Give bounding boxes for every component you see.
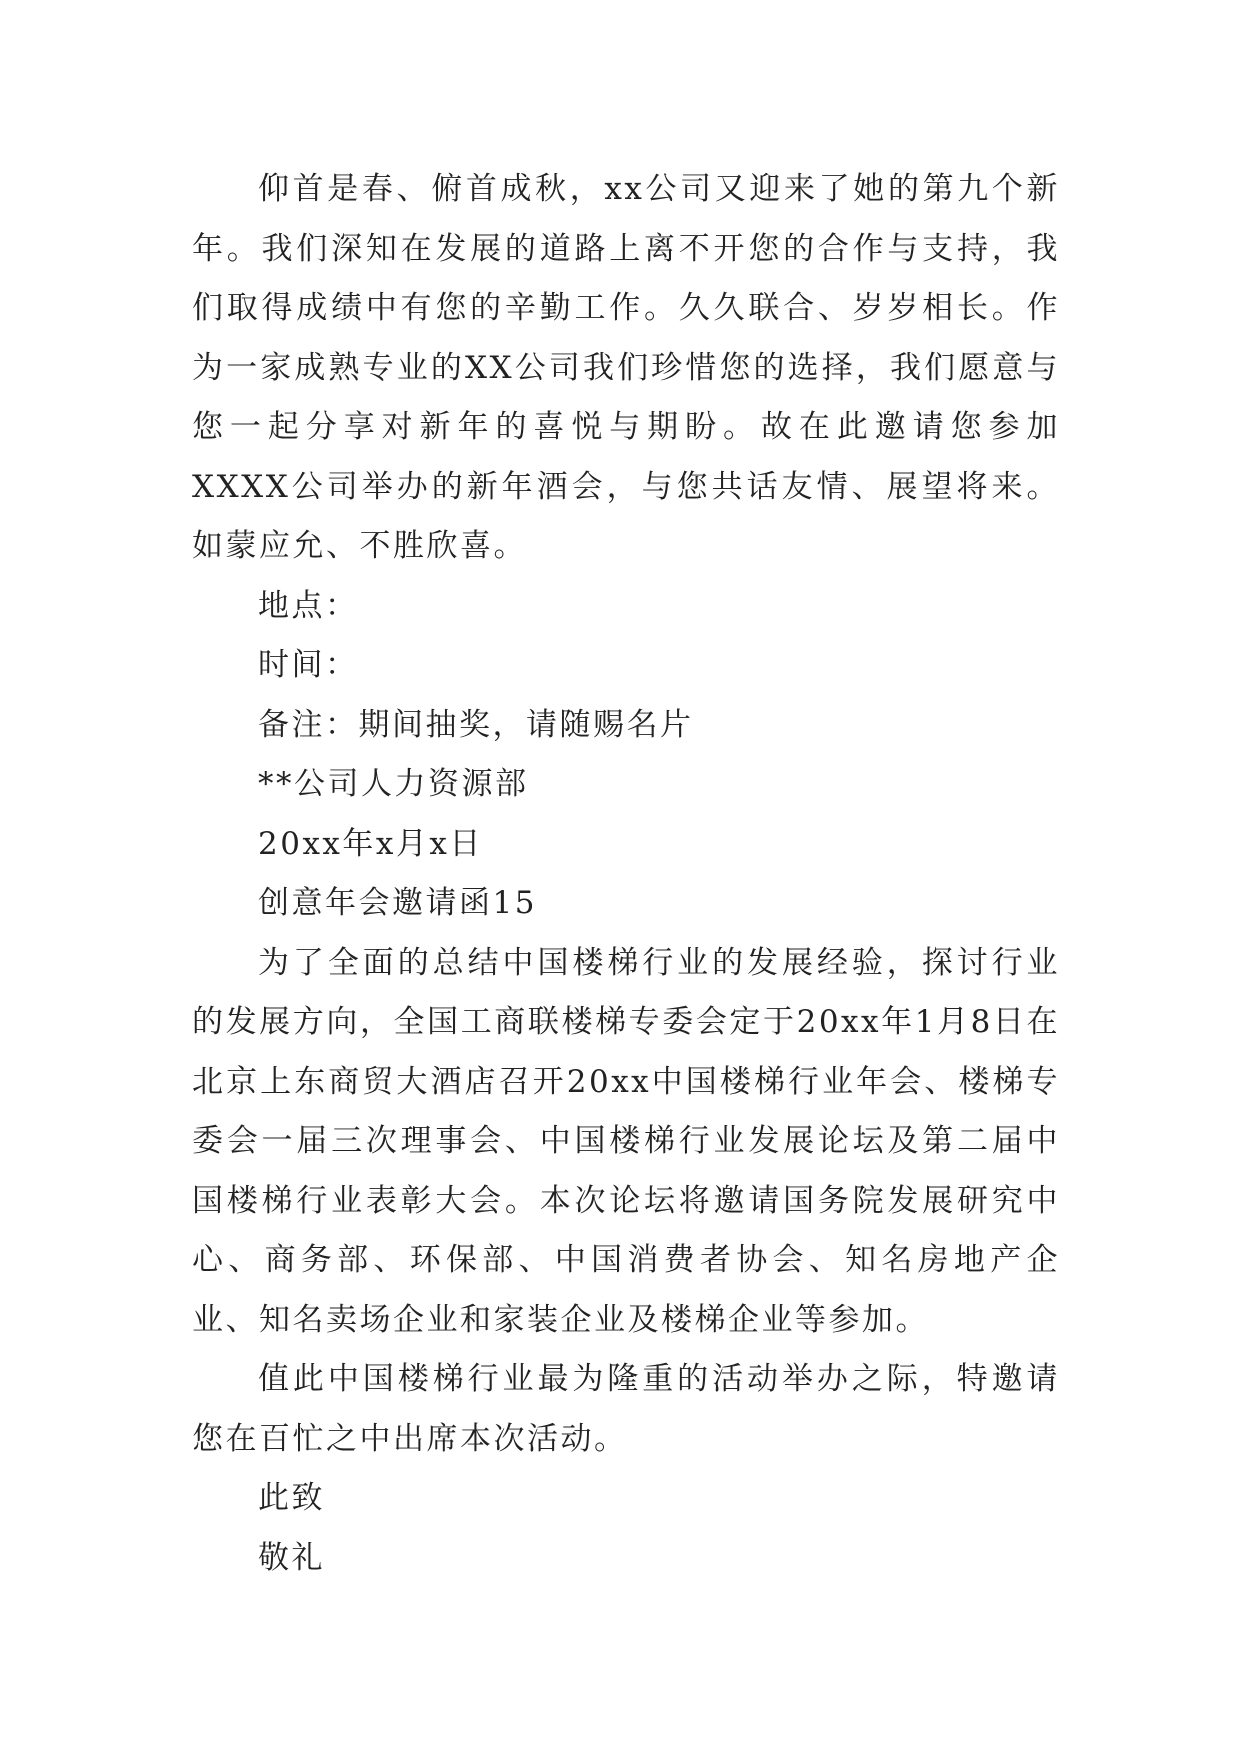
date-line: 20xx年x月x日	[258, 825, 483, 862]
note-line: 备注：期间抽奖，请随赐名片	[258, 706, 694, 743]
letter2-paragraph-1: 为了全面的总结中国楼梯行业的发展经验，探讨行业的发展方向，全国工商联楼梯专委会定于20xx年1月8日在北京上东商贸大酒店召开20xx中国楼梯行业年会、楼梯专委会一届三次理事会、中国楼梯行业发展论坛及第二届中国楼梯行业表彰大会。本次论坛将邀请国务院发展研究中心、商务部、环保部、中国消费者协会、知名房地产企业、知名卖场企业和家装企业及楼梯企业等参加。	[192, 944, 1060, 1338]
closing-line-1: 此致	[258, 1480, 325, 1516]
letter1-body-paragraph: 仰首是春、俯首成秋，xx公司又迎来了她的第九个新年。我们深知在发展的道路上离不开您的合作与支持，我们取得成绩中有您的辛勤工作。久久联合、岁岁相长。作为一家成熟专业的XX公司我们珍惜您的选择，我们愿意与您一起分享对新年的喜悦与期盼。故在此邀请您参加XXXX公司举办的新年酒会，与您共话友情、展望将来。如蒙应允、不胜欣喜。	[192, 171, 1060, 564]
time-label: 时间：	[258, 647, 359, 683]
letter2-paragraph-2: 值此中国楼梯行业最为隆重的活动举办之际，特邀请您在百忙之中出席本次活动。	[192, 1361, 1060, 1457]
document-body	[192, 160, 1060, 1588]
closing-line-2: 敬礼	[258, 1539, 325, 1576]
location-label: 地点：	[258, 587, 359, 624]
signature-line: **公司人力资源部	[258, 766, 529, 802]
section-title: 创意年会邀请函15	[258, 885, 537, 921]
